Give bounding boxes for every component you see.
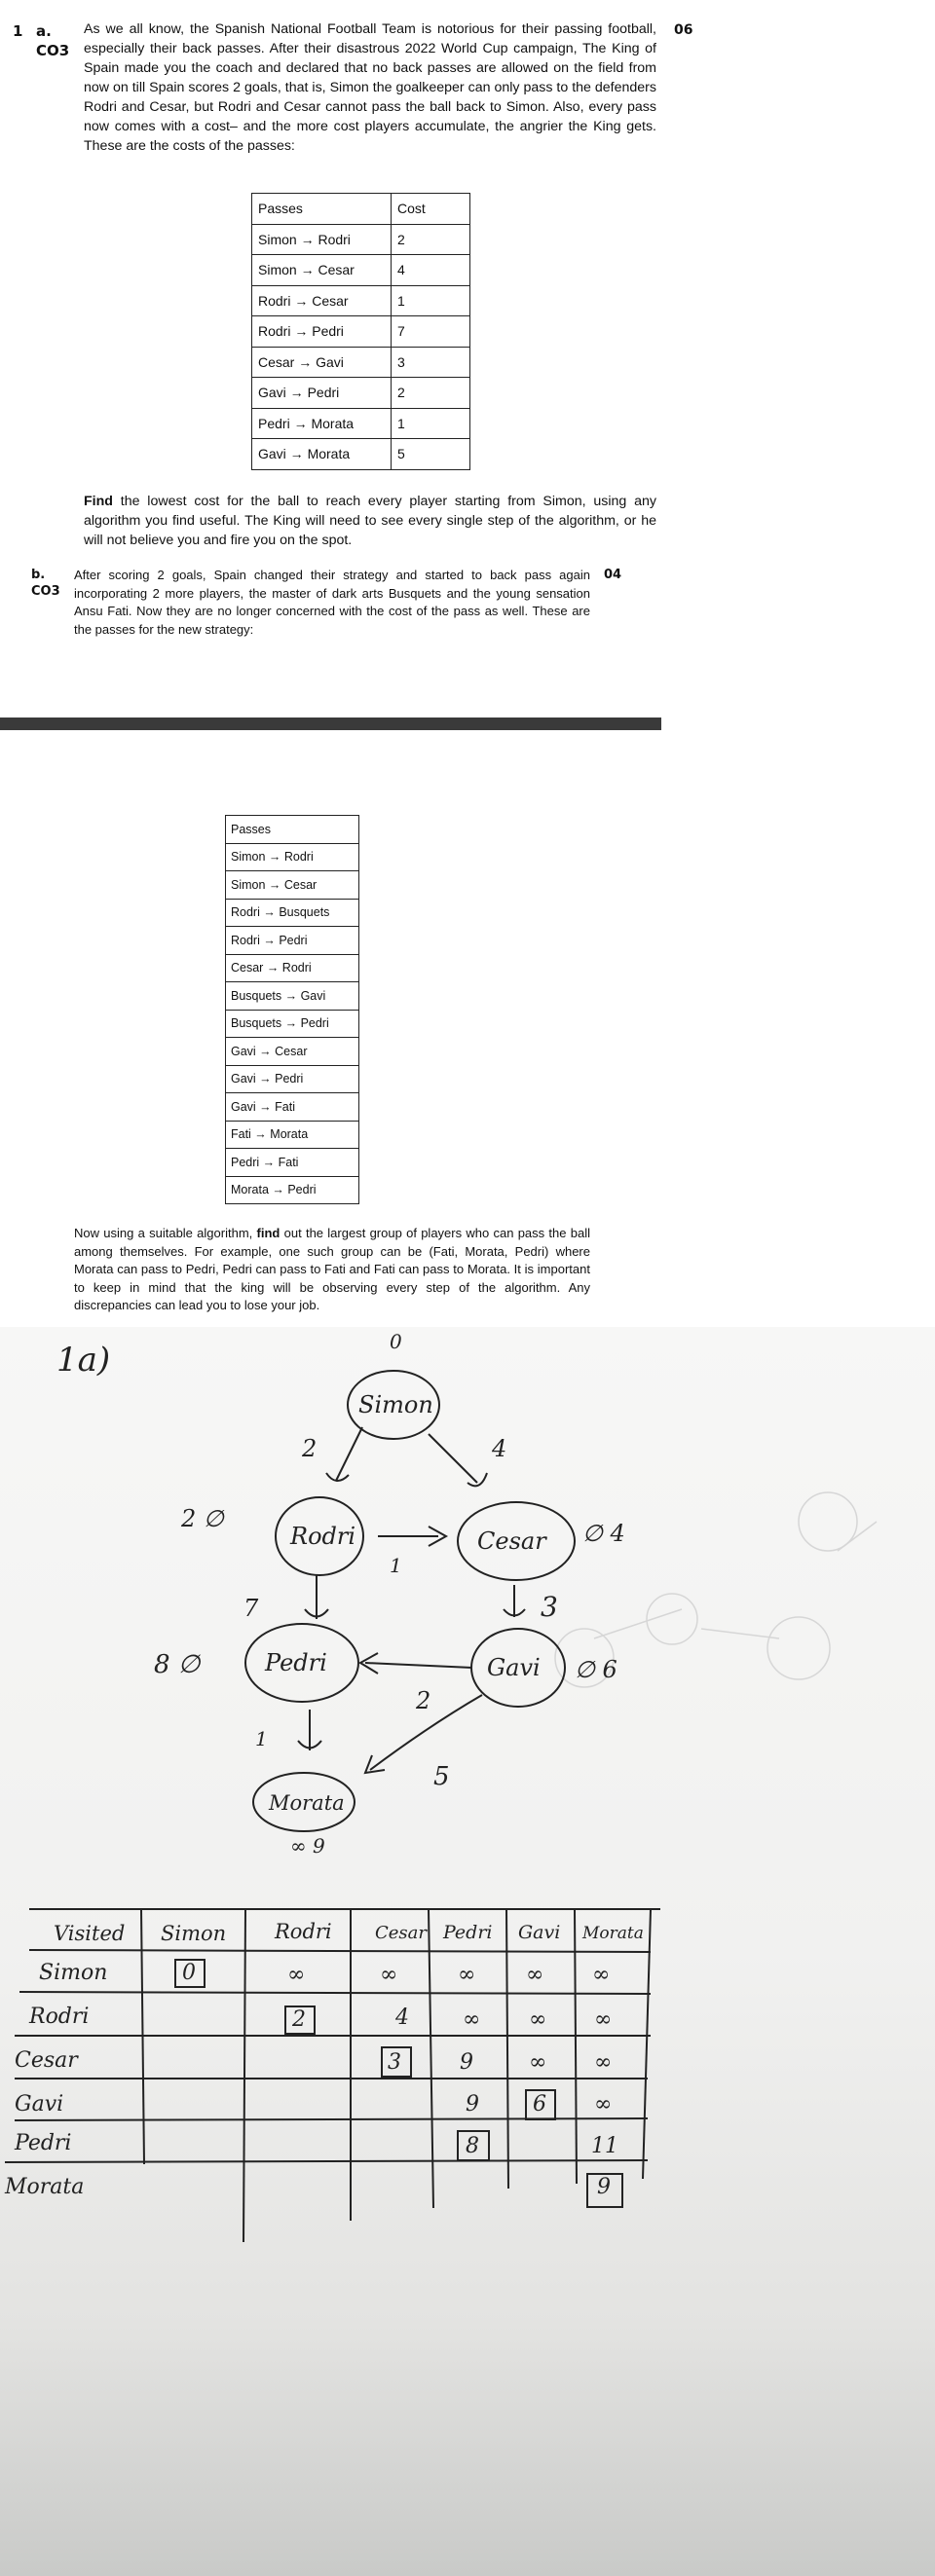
table-cell: 1 — [392, 408, 470, 439]
node-label-simon: Simon — [358, 1391, 433, 1418]
row-label: Simon — [39, 1961, 108, 1985]
distance-cesar: ∅ 4 — [582, 1520, 625, 1547]
table-cell: Gavi → Pedri — [252, 378, 392, 409]
table-cell: 1 — [392, 285, 470, 316]
weight-gavi-pedri: 2 — [416, 1687, 431, 1714]
table-cell: 4 — [395, 2006, 409, 2030]
bold-find: Find — [84, 494, 113, 509]
node-label-gavi: Gavi — [487, 1654, 541, 1681]
table-header: Passes — [226, 816, 359, 844]
node-label-rodri: Rodri — [290, 1523, 356, 1550]
table-cell: Rodri → Pedri — [252, 316, 392, 348]
table-row — [226, 1121, 359, 1149]
table-cell: 5 — [392, 439, 470, 470]
bold-find: find — [256, 1226, 280, 1240]
table-cell: Cesar → Rodri — [226, 954, 359, 982]
table-cell: Busquets → Pedri — [226, 1010, 359, 1038]
table-header: Gavi — [518, 1922, 561, 1943]
table-row — [226, 982, 359, 1011]
table-cell: ∞ — [287, 1963, 306, 1987]
table-cell: Gavi → Pedri — [226, 1065, 359, 1093]
selected-value-boxes — [175, 1960, 622, 2207]
question-number: 1 — [13, 22, 23, 40]
question-1a-text: As we all know, the Spanish National Football Team is notorious for their passing football, especially their back passes. After their disastrous 2022 World Cup campaign, The King of Spain made you the coach and declared that no back passes are allowed on the field from now on till Spain scores 2 goals, that is, Simon the goalkeeper can only pass to the defenders Rodri and Cesar, but Rodri and Cesar cannot pass the ball back to Simon. Also, every pass now comes with a cost– and the more cost players accumulate, the angrier the King gets. These are the costs of the passes: — [84, 21, 656, 154]
table-cell: Gavi → Cesar — [226, 1038, 359, 1066]
dijkstra-table-grid — [5, 1909, 660, 2242]
handwritten-solution — [0, 1327, 935, 2576]
table-row — [226, 899, 359, 927]
row-label: Pedri — [15, 2131, 72, 2155]
table-cell: 8 — [466, 2134, 479, 2158]
table-cell: Gavi → Fati — [226, 1093, 359, 1122]
row-label: Rodri — [29, 2005, 90, 2029]
graph-edges — [298, 1427, 525, 1773]
task-text-a: Now using a suitable algorithm, — [74, 1226, 257, 1240]
table-cell: Simon → Cesar — [226, 871, 359, 900]
table-cell: Simon → Cesar — [252, 255, 392, 286]
pass-cost-table — [251, 193, 470, 470]
table-header-row — [226, 816, 359, 844]
weight-gavi-morata: 5 — [433, 1762, 450, 1791]
table-cell: 9 — [460, 2050, 473, 2075]
weight-pedri-morata: 1 — [255, 1727, 268, 1750]
table-row — [252, 378, 470, 409]
table-cell: Rodri → Cesar — [252, 285, 392, 316]
task-text-b: out the largest group of players who can pass the ball among themselves. For example, one such group can be (Fati, Morata, Pedri) where Morata can pass to Pedri, Pedri can pass to Fati and Fati can pass to Morata. It is important to keep in mind that the king will be observing every step of the algorithm. Any discrepancies can lead you to lose your job. — [74, 1226, 591, 1312]
question-1a-task — [84, 492, 656, 550]
table-header: Pedri — [443, 1922, 493, 1943]
table-cell: Busquets → Gavi — [226, 982, 359, 1011]
table-cell: 2 — [392, 378, 470, 409]
node-label-cesar: Cesar — [477, 1527, 546, 1555]
table-cell: 2 — [392, 224, 470, 255]
table-cell: Pedri → Morata — [252, 408, 392, 439]
table-row — [226, 871, 359, 900]
table-row — [226, 1010, 359, 1038]
node-label-morata: Morata — [269, 1791, 345, 1815]
table-cell: Fati → Morata — [226, 1121, 359, 1149]
table-header: Morata — [582, 1924, 644, 1943]
weight-rodri-cesar: 1 — [390, 1554, 402, 1577]
question-1b-task — [74, 1225, 590, 1315]
table-row — [226, 1176, 359, 1204]
edge-weights — [243, 1435, 558, 1791]
table-cell: ∞ — [529, 2050, 547, 2075]
table-row — [226, 1149, 359, 1177]
distance-simon: 0 — [390, 1330, 402, 1353]
table-header-row — [252, 194, 470, 225]
table-cell: ∞ — [529, 2007, 547, 2032]
table-cell: Morata → Pedri — [226, 1176, 359, 1204]
table-cell: Rodri → Busquets — [226, 899, 359, 927]
table-cell: 6 — [533, 2092, 546, 2116]
table-cell: 2 — [292, 2007, 306, 2032]
table-header: Passes — [252, 194, 392, 225]
distance-morata: ∞ 9 — [290, 1834, 325, 1858]
dijkstra-table-rows — [4, 1961, 618, 2199]
task-text: the lowest cost for the ball to reach every player starting from Simon, using any algorithm you find useful. The King will need to see every single step of the algorithm, or he will not believe you and fire you on the spot. — [84, 494, 656, 548]
table-cell: ∞ — [463, 2007, 481, 2032]
table-cell: ∞ — [594, 2092, 613, 2116]
question-part-a: a. — [36, 22, 52, 40]
table-cell: Simon → Rodri — [252, 224, 392, 255]
table-header: Cesar — [375, 1923, 427, 1943]
table-header: Visited — [54, 1922, 126, 1945]
table-row — [226, 843, 359, 871]
table-header: Rodri — [275, 1920, 332, 1943]
row-label: Gavi — [15, 2092, 64, 2116]
marks-b: 04 — [604, 568, 622, 582]
distance-rodri: 2 ∅ — [181, 1505, 224, 1532]
table-cell: 0 — [182, 1961, 196, 1985]
table-cell: Rodri → Pedri — [226, 927, 359, 955]
table-cell: ∞ — [594, 2007, 613, 2032]
question-part-b: b. — [31, 568, 46, 582]
table-header: Cost — [392, 194, 470, 225]
table-row — [226, 1038, 359, 1066]
handwritten-answer-photo — [0, 1327, 935, 2576]
graph-nodes — [245, 1371, 575, 1831]
table-header: Simon — [161, 1922, 227, 1945]
table-cell: 11 — [591, 2134, 618, 2158]
table-cell: Pedri → Fati — [226, 1149, 359, 1177]
table-row — [252, 408, 470, 439]
weight-rodri-pedri: 7 — [243, 1595, 259, 1622]
table-row — [226, 1065, 359, 1093]
table-cell: ∞ — [594, 2050, 613, 2075]
table-cell: 3 — [392, 347, 470, 378]
table-row — [252, 347, 470, 378]
weight-simon-rodri: 2 — [302, 1435, 318, 1462]
table-cell: 3 — [388, 2050, 401, 2075]
table-cell: Cesar → Gavi — [252, 347, 392, 378]
table-cell: 4 — [392, 255, 470, 286]
table-cell: Gavi → Morata — [252, 439, 392, 470]
table-row — [252, 439, 470, 470]
table-cell: ∞ — [592, 1963, 611, 1987]
table-cell: 9 — [466, 2092, 479, 2116]
distance-pedri: 8 ∅ — [154, 1650, 201, 1679]
table-row — [252, 285, 470, 316]
table-cell: 7 — [392, 316, 470, 348]
weight-simon-cesar: 4 — [492, 1435, 507, 1462]
table-cell: ∞ — [380, 1963, 398, 1987]
table-row — [226, 954, 359, 982]
table-row — [226, 1093, 359, 1122]
edge-gavi-pedri — [365, 1663, 472, 1668]
arrowhead — [365, 1755, 385, 1773]
row-label: Morata — [5, 2175, 85, 2199]
course-outcome-a: CO3 — [36, 42, 70, 59]
row-label: Cesar — [15, 2048, 78, 2073]
node-label-pedri: Pedri — [265, 1649, 327, 1676]
passes-table — [225, 815, 359, 1204]
marks-a: 06 — [674, 22, 693, 38]
table-row — [252, 316, 470, 348]
weight-cesar-gavi: 3 — [541, 1591, 558, 1623]
distance-gavi: ∅ 6 — [575, 1656, 617, 1683]
table-row — [226, 927, 359, 955]
edge-simon-rodri — [336, 1427, 362, 1481]
course-outcome-b: CO3 — [31, 584, 60, 599]
edge-simon-cesar — [429, 1434, 477, 1483]
table-cell: ∞ — [458, 1963, 476, 1987]
question-1b-text: After scoring 2 goals, Spain changed their strategy and started to back pass again incorporating 2 more players, the master of dark arts Busquets and the young sensation Ansu Fati. Now they are no longer concerned with the cost of the pass as well. These are the passes for the new strategy: — [74, 568, 590, 637]
table-cell: 9 — [597, 2175, 611, 2199]
table-cell: Simon → Rodri — [226, 843, 359, 871]
table-cell: ∞ — [526, 1963, 544, 1987]
table-row — [252, 255, 470, 286]
page-divider-bar — [0, 718, 661, 730]
answer-label: 1a) — [56, 1341, 111, 1380]
table-row — [252, 224, 470, 255]
